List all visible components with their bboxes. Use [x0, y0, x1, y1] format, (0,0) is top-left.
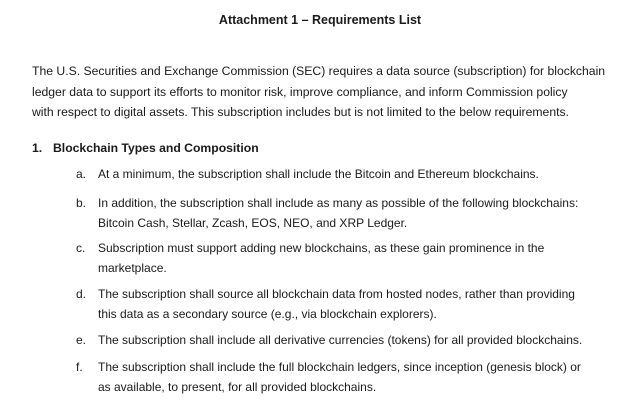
item-line: In addition, the subscription shall include as many as possible of the following blockchains: [98, 196, 579, 210]
section-title: Blockchain Types and Composition [53, 141, 259, 155]
item-text [98, 194, 626, 233]
item-line: this data as a secondary source (e.g., via blockchain explorers). [98, 306, 437, 321]
requirement-item-e [76, 331, 626, 351]
requirement-item-c [76, 239, 626, 278]
requirement-item-b [76, 194, 626, 233]
item-line: At a minimum, the subscription shall include the Bitcoin and Ethereum blockchains. [98, 167, 539, 181]
intro-line: ledger data to support its efforts to monitor risk, improve compliance, and inform Commission policy [32, 84, 568, 99]
item-line: as available, to present, for all provided blockchains. [98, 379, 377, 394]
item-letter: b. [76, 196, 87, 210]
item-line: Bitcoin Cash, Stellar, Zcash, EOS, NEO, and XRP Ledger. [98, 215, 408, 230]
item-letter: c. [76, 241, 86, 255]
requirement-item-a [76, 165, 626, 185]
item-line: The subscription shall source all blockchain data from hosted nodes, rather than providing [98, 287, 575, 301]
item-line: The subscription shall include all derivative currencies (tokens) for all provided blockchains. [98, 333, 583, 347]
item-text [98, 239, 626, 278]
document-title: Attachment 1 – Requirements List [218, 13, 422, 27]
intro-line: The U.S. Securities and Exchange Commission (SEC) requires a data source (subscription) for blockchain [32, 64, 606, 78]
item-letter: e. [76, 333, 87, 347]
item-line: The subscription shall include the full blockchain ledgers, since inception (genesis block) or [98, 360, 581, 374]
requirement-item-d [76, 285, 626, 324]
item-text [98, 165, 626, 185]
item-letter: f. [76, 360, 83, 374]
section-heading [32, 139, 259, 157]
requirement-item-f [76, 358, 626, 397]
item-text [98, 358, 626, 397]
section-number: 1. [32, 141, 43, 155]
item-line: Subscription must support adding new blockchains, as these gain prominence in the [98, 241, 545, 255]
item-letter: d. [76, 287, 87, 301]
intro-paragraph [32, 61, 622, 123]
intro-line: with respect to digital assets. This subscription includes but is not limited to the below requirements. [32, 105, 569, 119]
item-text [98, 285, 626, 324]
item-line: marketplace. [98, 260, 167, 275]
item-text [98, 331, 626, 351]
item-letter: a. [76, 167, 87, 181]
